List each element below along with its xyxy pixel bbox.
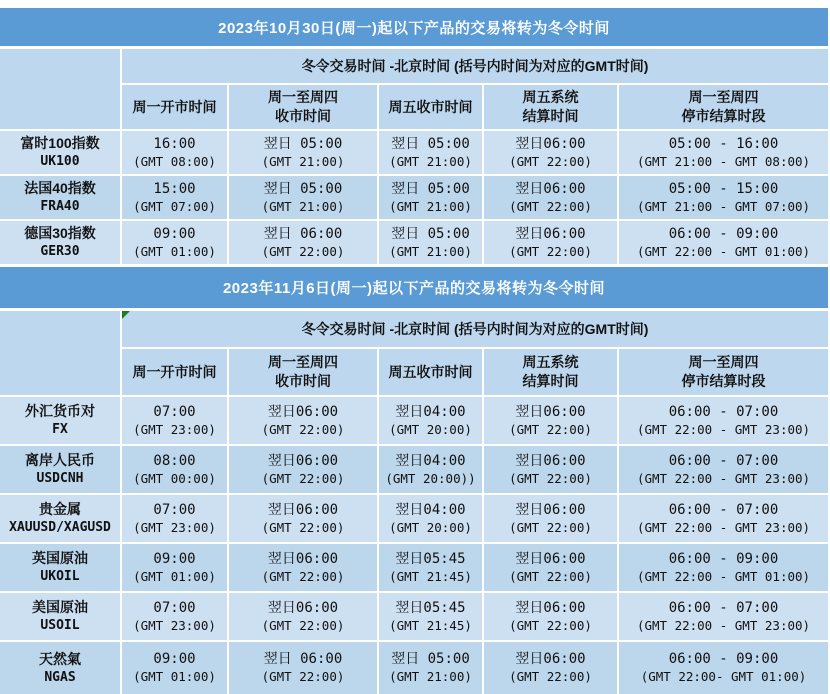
beijing-time: 翌日04:00 [395,501,466,518]
gmt-time: (GMT 21:00) [389,153,472,169]
gmt-time: (GMT 21:00) [389,243,472,259]
gmt-time: (GMT 22:00- GMT 01:00) [640,669,807,684]
beijing-time: 09:00 [153,651,196,668]
time-cell [229,642,377,694]
product-label [0,176,120,219]
subheader-text: 冬令交易时间 -北京时间 (括号内时间为对应的GMT时间) [301,57,649,74]
column-header [122,85,227,129]
beijing-time: 翌日 05:00 [391,651,470,668]
column-header-line2: 收市时间 [275,108,331,124]
time-cell [229,446,377,493]
product-code: USDCNH [36,471,84,487]
product-label [0,131,120,174]
gmt-time: (GMT 22:00) [509,421,592,437]
beijing-time: 翌日04:00 [395,452,466,469]
beijing-time: 15:00 [153,180,196,197]
column-header [619,85,828,129]
beijing-time: 07:00 [153,403,196,420]
column-header-line1: 周一至周四 [268,354,338,371]
product-name: 法国40指数 [24,180,96,197]
column-header-line2: 停市结算时段 [681,373,766,389]
gmt-time: (GMT 01:00) [133,568,216,584]
product-name: 天然氣 [39,650,81,667]
product-label [0,495,120,542]
column-header-line1: 周五收市时间 [388,363,473,380]
column-header-line2: 收市时间 [275,373,331,389]
product-label [0,221,120,264]
beijing-time: 翌日05:45 [395,599,466,616]
time-cell [484,642,617,694]
gmt-time: (GMT 23:00) [133,421,216,437]
product-code: FX [52,422,68,438]
gmt-time: (GMT 07:00) [133,198,216,214]
beijing-time: 翌日06:00 [515,403,586,420]
time-cell [229,495,377,542]
gmt-time: (GMT 22:00) [261,519,345,535]
time-cell [379,544,482,591]
time-cell [484,397,617,444]
gmt-time: (GMT 22:00) [509,153,592,169]
product-name: 德国30指数 [24,225,96,242]
column-header [484,349,617,395]
column-header-line1: 周一至周四 [688,89,759,106]
gmt-time: (GMT 21:00) [261,153,345,169]
beijing-time: 06:00 - 09:00 [668,550,779,567]
gmt-time: (GMT 22:00) [509,243,592,259]
product-label [0,593,120,640]
column-header-line1: 周一至周四 [268,89,338,106]
time-cell [379,397,482,444]
column-header [619,349,828,395]
gmt-time: (GMT 20:00) [389,421,472,437]
product-name: 富时100指数 [20,135,100,152]
time-cell [229,397,377,444]
beijing-time: 翌日06:00 [515,599,586,616]
section-2-banner: 2023年11月6日(周一)起以下产品的交易将转为冬令时间 [0,267,828,308]
product-name: 美国原油 [32,599,88,616]
gmt-time: (GMT 22:00 - GMT 23:00) [636,421,811,437]
beijing-time: 翌日06:00 [515,452,586,469]
gmt-time: (GMT 22:00) [261,617,345,633]
time-cell [484,131,617,174]
subheader-text: 冬令交易时间 -北京时间 (括号内时间为对应的GMT时间) [301,320,649,337]
beijing-time: 翌日06:00 [267,452,339,469]
product-label [0,544,120,591]
beijing-time: 翌日 05:00 [391,180,470,197]
column-header-line2: 停市结算时段 [681,108,766,124]
gmt-time: (GMT 23:00) [133,617,216,633]
time-cell [379,495,482,542]
column-header [122,349,227,395]
beijing-time: 翌日06:00 [515,550,586,567]
time-cell [379,642,482,694]
gmt-time: (GMT 22:00 - GMT 01:00) [636,568,811,584]
winter-hours-subheader [122,49,828,83]
beijing-time: 09:00 [153,225,196,242]
beijing-time: 翌日06:00 [267,403,339,420]
gmt-time: (GMT 21:45) [389,617,472,633]
time-cell [619,446,828,493]
time-cell [484,544,617,591]
time-cell [122,397,227,444]
time-cell [379,176,482,219]
beijing-time: 翌日06:00 [515,651,586,668]
gmt-time: (GMT 22:00) [261,568,345,584]
product-name: 离岸人民币 [25,452,95,469]
product-label [0,397,120,444]
time-cell [619,131,828,174]
gmt-time: (GMT 20:00)) [385,470,476,486]
section-1-banner: 2023年10月30日(周一)起以下产品的交易将转为冬令时间 [0,8,828,46]
beijing-time: 翌日06:00 [515,501,586,518]
beijing-time: 翌日 05:00 [391,225,470,242]
column-header [229,349,377,395]
time-cell [229,176,377,219]
gmt-time: (GMT 22:00 - GMT 23:00) [636,519,811,535]
time-cell [484,221,617,264]
product-code: USOIL [40,618,80,634]
gmt-time: (GMT 20:00) [389,519,472,535]
time-cell [619,544,828,591]
time-cell [229,544,377,591]
product-code: UKOIL [40,569,80,585]
gmt-time: (GMT 21:00) [389,669,472,684]
beijing-time: 16:00 [153,135,196,152]
beijing-time: 06:00 - 09:00 [668,225,779,242]
gmt-time: (GMT 22:00 - GMT 23:00) [636,617,811,633]
corner-cell [0,49,120,129]
time-cell [122,221,227,264]
time-cell [122,446,227,493]
beijing-time: 翌日06:00 [515,180,586,197]
beijing-time: 翌日05:45 [395,550,466,567]
product-label [0,446,120,493]
time-cell [379,446,482,493]
product-name: 英国原油 [32,550,88,567]
beijing-time: 翌日06:00 [515,225,586,242]
beijing-time: 翌日06:00 [267,550,339,567]
gmt-time: (GMT 01:00) [133,669,216,684]
time-cell [484,593,617,640]
gmt-time: (GMT 22:00 - GMT 01:00) [636,243,811,259]
column-header [229,85,377,129]
schedule-table-2 [0,311,828,694]
column-header-line2: 结算时间 [522,373,579,389]
time-cell [122,544,227,591]
product-name: 外汇货币对 [25,403,95,420]
time-cell [484,495,617,542]
gmt-time: (GMT 22:00) [509,568,592,584]
gmt-time: (GMT 21:00 - GMT 08:00) [636,153,811,169]
product-code: FRA40 [40,199,80,215]
beijing-time: 翌日 05:00 [391,135,470,152]
product-code: NGAS [44,669,76,685]
column-header-line1: 周一开市时间 [132,363,217,380]
beijing-time: 翌日 05:00 [263,135,343,152]
beijing-time: 08:00 [153,452,196,469]
gmt-time: (GMT 22:00) [261,669,345,684]
time-cell [229,131,377,174]
gmt-time: (GMT 22:00) [261,243,345,259]
time-cell [229,593,377,640]
gmt-time: (GMT 21:45) [389,568,472,584]
gmt-time: (GMT 21:00 - GMT 07:00) [636,198,811,214]
gmt-time: (GMT 22:00) [509,617,592,633]
gmt-time: (GMT 22:00) [509,669,592,684]
trading-hours-notice [0,8,830,694]
product-name: 贵金属 [39,501,81,518]
gmt-time: (GMT 01:00) [133,243,216,259]
beijing-time: 07:00 [153,599,196,616]
beijing-time: 翌日06:00 [515,135,586,152]
time-cell [379,221,482,264]
gmt-time: (GMT 00:00) [133,470,216,486]
column-header-line1: 周一至周四 [688,354,759,371]
gmt-time: (GMT 21:00) [389,198,472,214]
gmt-time: (GMT 22:00) [509,470,592,486]
time-cell [122,593,227,640]
time-cell [122,176,227,219]
beijing-time: 05:00 - 16:00 [668,135,779,152]
gmt-time: (GMT 08:00) [133,153,216,169]
corner-cell [0,311,120,395]
gmt-time: (GMT 22:00) [261,421,345,437]
beijing-time: 06:00 - 09:00 [668,651,779,668]
beijing-time: 06:00 - 07:00 [668,452,779,469]
product-code: GER30 [40,244,80,260]
time-cell [379,131,482,174]
time-cell [484,176,617,219]
column-header-line1: 周五收市时间 [388,98,473,115]
time-cell [619,397,828,444]
gmt-time: (GMT 23:00) [133,519,216,535]
column-header [484,85,617,129]
time-cell [484,446,617,493]
gmt-time: (GMT 22:00) [509,198,592,214]
time-cell [122,495,227,542]
gmt-time: (GMT 21:00) [261,198,345,214]
time-cell [619,593,828,640]
beijing-time: 翌日 06:00 [263,651,343,668]
product-code: XAUUSD/XAGUSD [9,520,111,536]
column-header [379,85,482,129]
time-cell [619,176,828,219]
beijing-time: 06:00 - 07:00 [668,599,779,616]
time-cell [229,221,377,264]
beijing-time: 09:00 [153,550,196,567]
time-cell [122,131,227,174]
beijing-time: 05:00 - 15:00 [668,180,779,197]
beijing-time: 翌日 05:00 [263,180,343,197]
cell-flag-triangle-icon [122,311,130,319]
time-cell [379,593,482,640]
time-cell [619,495,828,542]
column-header-line2: 结算时间 [522,108,579,124]
product-label [0,642,120,694]
time-cell [619,642,828,694]
product-code: UK100 [40,154,80,170]
beijing-time: 翌日06:00 [267,501,339,518]
beijing-time: 翌日 06:00 [263,225,343,242]
gmt-time: (GMT 22:00 - GMT 23:00) [636,470,811,486]
column-header-line1: 周五系统 [522,89,579,106]
beijing-time: 06:00 - 07:00 [668,501,779,518]
gmt-time: (GMT 22:00) [261,470,345,486]
gmt-time: (GMT 22:00) [509,519,592,535]
column-header-line1: 周一开市时间 [132,98,217,115]
beijing-time: 06:00 - 07:00 [668,403,779,420]
time-cell [122,642,227,694]
beijing-time: 翌日04:00 [395,403,466,420]
time-cell [619,221,828,264]
beijing-time: 07:00 [153,501,196,518]
schedule-table-1 [0,49,828,264]
column-header-line1: 周五系统 [522,354,579,371]
winter-hours-subheader [122,311,828,347]
column-header [379,349,482,395]
beijing-time: 翌日06:00 [267,599,339,616]
